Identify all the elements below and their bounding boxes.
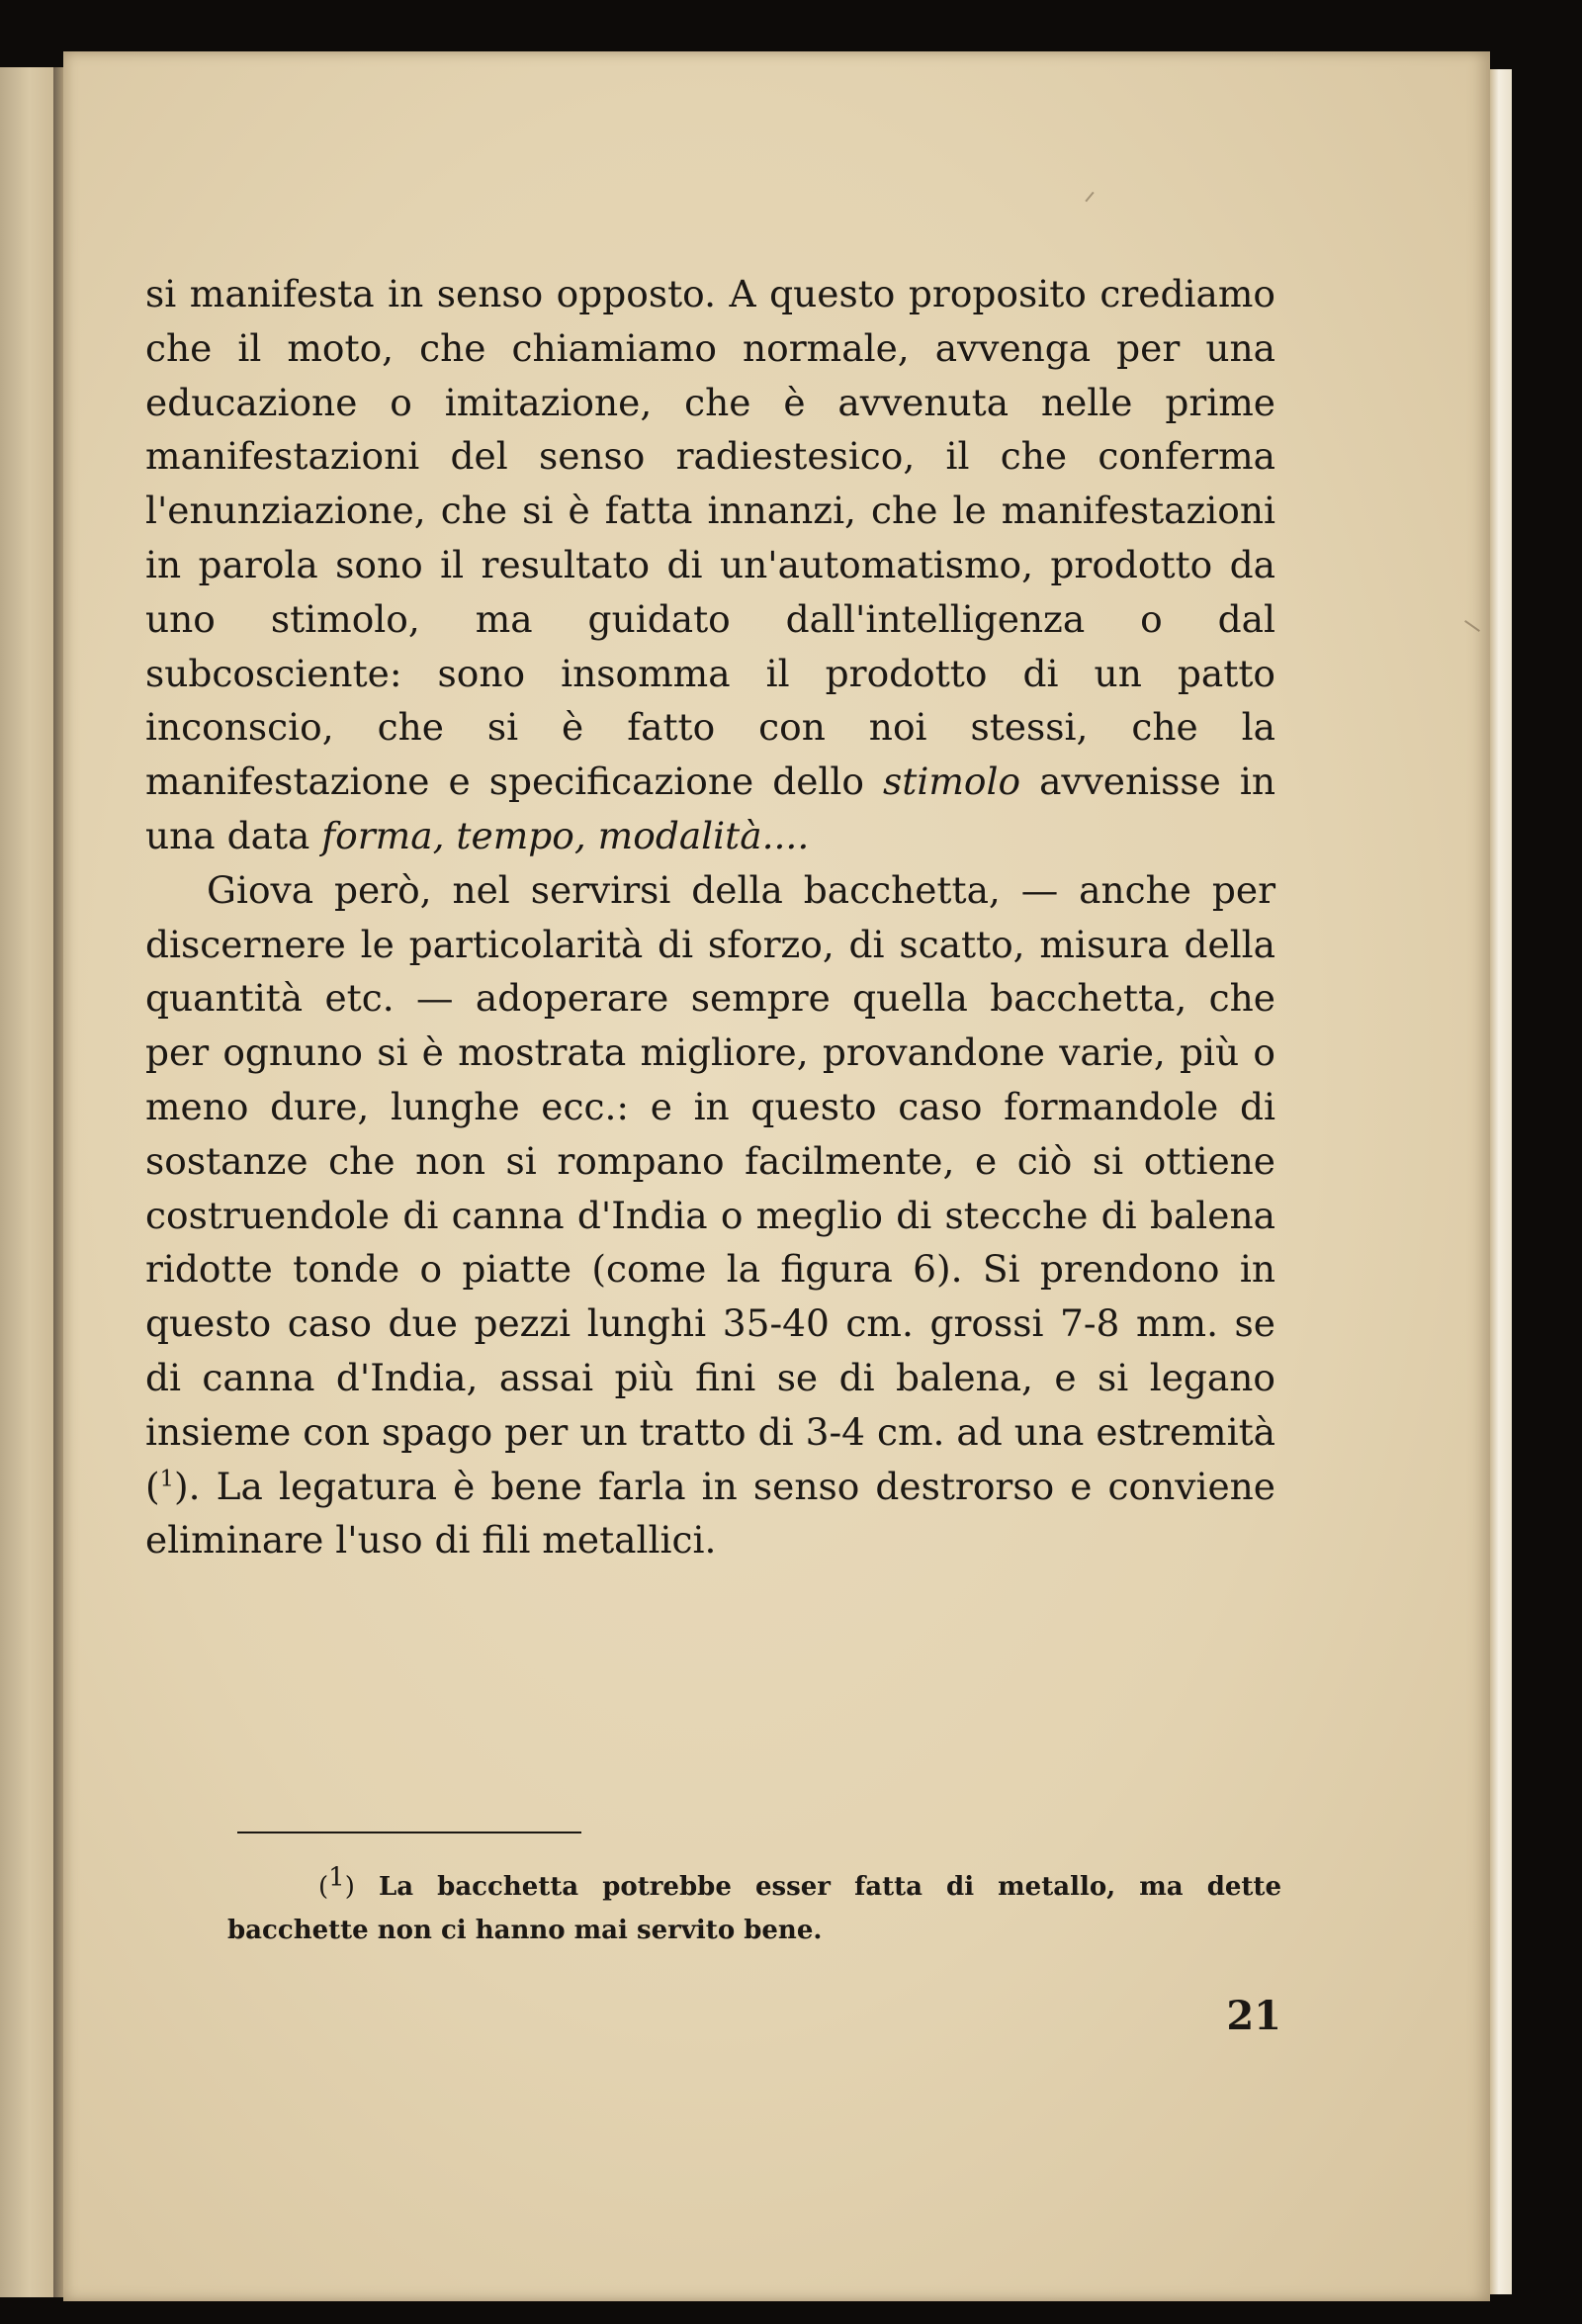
paragraph-2-lead: Giova però, nel servirsi della bacchetta, — anche per discernere le particolarità di sforzo, di scatto, misura della quantità etc. — adoperare sempre quella bacchetta, che per ognuno si è mostrata migliore, provandone varie, più o meno dure, lunghe ecc.: e in questo caso formandole di sostanze che non si rompano facilmente, e ciò si ottiene costruendole di canna d'India o meglio di stecche di balena ridotte tonde o piatte (come la figura 6). Si prendono in questo caso due pezzi lunghi 35-40 cm. grossi 7-8 mm. se di canna d'India, assai più fini se di balena, e si legano insieme con spago per un tratto di 3-4 cm. ad una estremità ( (145, 867, 1275, 1508)
book-gutter (53, 67, 63, 2297)
page-stack-edge (1490, 69, 1512, 2294)
emphasis-stimolo: stimolo (883, 760, 1021, 804)
footnote-divider (237, 1832, 581, 1833)
paragraph-1-lead: si manifesta in senso opposto. A questo proposito crediamo che il moto, che chiamiamo normale, avvenga per una educazione o imitazione, che è avvenuta nelle prime manifestazioni del senso radiestesico, il che conferma l'enunziazione, che si è fatta innanzi, che le manifestazioni in parola sono il resultato di un'automatismo, prodotto da uno stimolo, ma guidato dall'intelligenza o dal subcosciente: sono insomma il prodotto di un patto inconscio, che si è fatto con noi stessi, che la manifestazione e specificazione dello (145, 272, 1275, 804)
paragraph-1-mid: avvenisse in una data (145, 760, 1275, 857)
paragraph-1 (145, 267, 1275, 863)
paragraph-2 (145, 863, 1275, 1567)
footnote-marker-open: ( (318, 1872, 329, 1902)
footnote (227, 1862, 1281, 1952)
emphasis-forma: forma, tempo, modalità.... (321, 813, 810, 857)
body-text (145, 267, 1275, 1567)
footnote-marker-number: 1 (328, 1862, 345, 1893)
footnote-text: La bacchetta potrebbe esser fatta di metallo, ma dette bacchette non ci hanno mai servito bene. (227, 1872, 1281, 1945)
footnote-reference: 1 (159, 1466, 174, 1492)
footnote-marker-close: ) (344, 1872, 355, 1902)
facing-page-edge (0, 67, 55, 2297)
page-number: 21 (1226, 1993, 1281, 2039)
paragraph-2-tail: ). La legatura è bene farla in senso destrorso e conviene eliminare l'uso di fili metallici. (145, 1464, 1275, 1563)
